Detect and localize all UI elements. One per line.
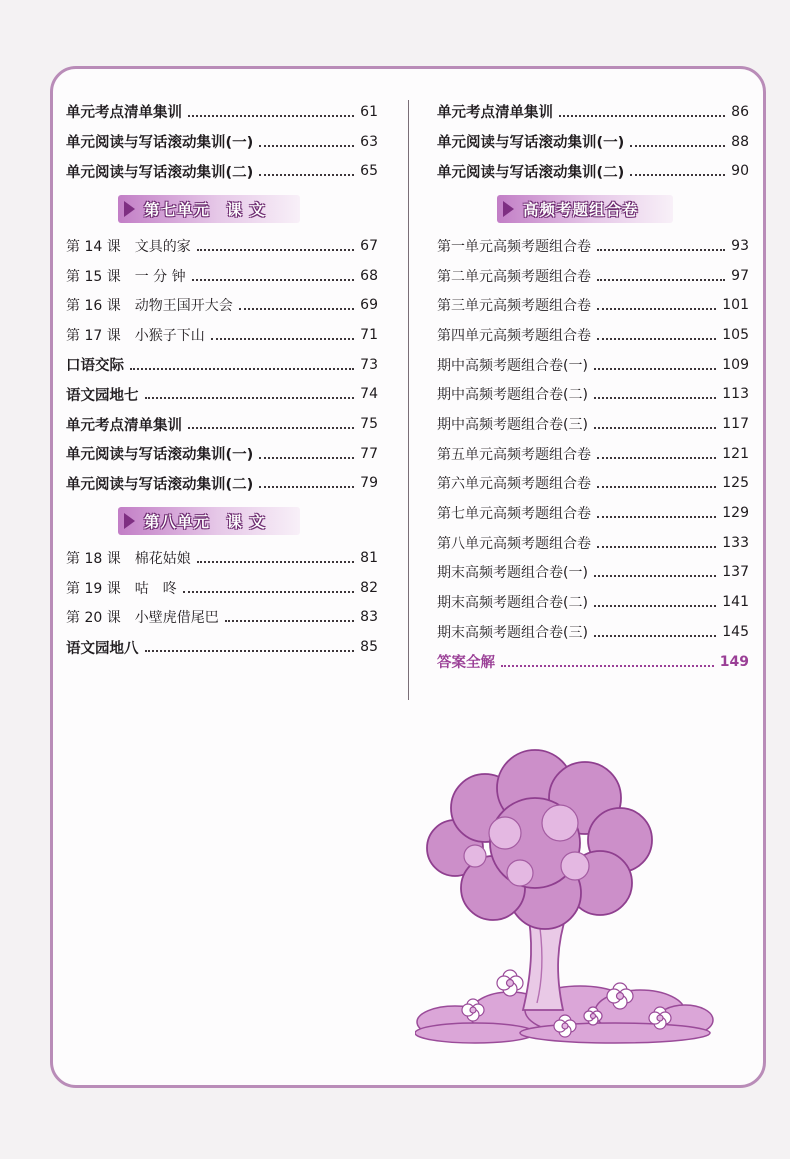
chevron-right-icon xyxy=(503,201,514,217)
toc-entry[interactable] xyxy=(66,439,378,469)
toc-entry[interactable] xyxy=(66,127,378,157)
toc-entry[interactable] xyxy=(437,409,749,439)
dot-leader xyxy=(597,546,716,548)
toc-entry-title: 第 14 课 文具的家 xyxy=(66,238,191,255)
dot-leader xyxy=(597,338,716,340)
toc-entry[interactable] xyxy=(437,156,749,186)
toc-entry-page: 85 xyxy=(360,639,378,656)
dot-leader xyxy=(597,457,716,459)
toc-entry-title: 单元阅读与写话滚动集训(一) xyxy=(437,135,625,152)
dot-leader xyxy=(192,279,355,281)
section-banner xyxy=(66,498,378,543)
toc-entry-title: 第三单元高频考题组合卷 xyxy=(437,298,591,315)
dot-leader xyxy=(597,486,716,488)
toc-entry[interactable] xyxy=(66,573,378,603)
column-divider xyxy=(408,100,409,700)
dot-leader xyxy=(597,279,725,281)
toc-entry-title: 第 20 课 小壁虎借尾巴 xyxy=(66,610,219,627)
toc-entry-title: 单元阅读与写话滚动集训(二) xyxy=(66,476,254,493)
toc-entry-title: 第 16 课 动物王国开大会 xyxy=(66,298,233,315)
dot-leader xyxy=(259,174,354,176)
section-banner-box xyxy=(118,507,300,535)
dot-leader xyxy=(597,308,716,310)
toc-entry-page: 79 xyxy=(360,475,378,492)
toc-entry[interactable] xyxy=(437,528,749,558)
toc-entry-page: 129 xyxy=(722,505,749,522)
dot-leader xyxy=(630,145,725,147)
toc-entry[interactable] xyxy=(66,320,378,350)
toc-left-column xyxy=(66,97,378,662)
toc-entry-title: 期中高频考题组合卷(三) xyxy=(437,417,588,434)
dot-leader xyxy=(130,368,354,370)
toc-entry[interactable] xyxy=(66,469,378,499)
section-banner xyxy=(66,186,378,231)
toc-entry-page: 133 xyxy=(722,534,749,551)
dot-leader xyxy=(145,397,355,399)
dot-leader xyxy=(594,368,716,370)
toc-entry-page: 121 xyxy=(722,445,749,462)
toc-entry-page: 149 xyxy=(719,653,749,670)
dot-leader xyxy=(594,605,716,607)
toc-entry[interactable] xyxy=(437,97,749,127)
toc-entry[interactable] xyxy=(437,587,749,617)
toc-entry-page: 75 xyxy=(360,416,378,433)
section-banner-title: 高频考题组合卷 xyxy=(523,200,639,219)
toc-entry[interactable] xyxy=(437,439,749,469)
dot-leader xyxy=(594,397,716,399)
toc-entry-page: 65 xyxy=(360,163,378,180)
dot-leader xyxy=(188,115,354,117)
dot-leader xyxy=(211,338,354,340)
toc-entry-page: 63 xyxy=(360,133,378,150)
section-banner xyxy=(437,186,749,231)
toc-entry[interactable] xyxy=(66,231,378,261)
dot-leader xyxy=(630,174,725,176)
toc-entry-page: 105 xyxy=(722,326,749,343)
toc-entry[interactable] xyxy=(437,290,749,320)
toc-entry-page: 68 xyxy=(360,267,378,284)
toc-entry-page: 71 xyxy=(360,326,378,343)
toc-entry[interactable] xyxy=(66,543,378,573)
toc-entry-page: 137 xyxy=(722,564,749,581)
toc-entry-page: 117 xyxy=(722,416,749,433)
toc-entry[interactable] xyxy=(66,261,378,291)
toc-entry-page: 69 xyxy=(360,297,378,314)
dot-leader xyxy=(259,457,354,459)
toc-entry-title: 第 18 课 棉花姑娘 xyxy=(66,551,191,568)
toc-entry-page: 101 xyxy=(722,297,749,314)
toc-entry[interactable] xyxy=(437,127,749,157)
dot-leader xyxy=(501,665,714,667)
toc-entry[interactable] xyxy=(437,261,749,291)
toc-entry-page: 125 xyxy=(722,475,749,492)
toc-entry-title: 口语交际 xyxy=(66,358,124,375)
toc-entry-page: 73 xyxy=(360,356,378,373)
toc-entry-title: 期中高频考题组合卷(二) xyxy=(437,387,588,404)
dot-leader xyxy=(188,427,354,429)
dot-leader xyxy=(183,591,354,593)
toc-entry-page: 109 xyxy=(722,356,749,373)
toc-entry[interactable] xyxy=(437,558,749,588)
toc-entry-title: 期末高频考题组合卷(一) xyxy=(437,565,588,582)
toc-entry-title: 单元阅读与写话滚动集训(一) xyxy=(66,447,254,464)
toc-entry-page: 97 xyxy=(731,267,749,284)
toc-entry-title: 第五单元高频考题组合卷 xyxy=(437,446,591,463)
toc-entry[interactable] xyxy=(66,380,378,410)
toc-entry-page: 113 xyxy=(722,386,749,403)
toc-entry-page: 86 xyxy=(731,103,749,120)
toc-entry-title: 单元阅读与写话滚动集训(二) xyxy=(437,164,625,181)
toc-entry-title: 期末高频考题组合卷(二) xyxy=(437,595,588,612)
toc-entry[interactable] xyxy=(66,290,378,320)
toc-entry-page: 145 xyxy=(722,623,749,640)
toc-entry-title: 第八单元高频考题组合卷 xyxy=(437,535,591,552)
dot-leader xyxy=(225,620,354,622)
toc-entry[interactable] xyxy=(66,156,378,186)
toc-entry[interactable] xyxy=(437,350,749,380)
dot-leader xyxy=(259,486,354,488)
toc-entry-page: 88 xyxy=(731,133,749,150)
toc-answer-entry[interactable] xyxy=(437,647,749,677)
chevron-right-icon xyxy=(124,513,135,529)
toc-entry[interactable] xyxy=(66,603,378,633)
section-banner-title: 第八单元 课 文 xyxy=(144,512,266,531)
section-banner-title: 第七单元 课 文 xyxy=(144,200,266,219)
toc-entry-title: 语文园地七 xyxy=(66,387,139,404)
toc-entry[interactable] xyxy=(66,409,378,439)
toc-entry-page: 90 xyxy=(731,163,749,180)
toc-entry-title: 第 15 课 一 分 钟 xyxy=(66,268,186,285)
pink-tree-illustration-icon xyxy=(415,748,715,1048)
toc-entry-title: 单元考点清单集训 xyxy=(66,105,182,122)
toc-entry-title: 第七单元高频考题组合卷 xyxy=(437,506,591,523)
toc-entry-page: 67 xyxy=(360,237,378,254)
toc-entry-title: 第 19 课 咕 咚 xyxy=(66,580,177,597)
toc-entry-page: 77 xyxy=(360,445,378,462)
dot-leader xyxy=(597,249,725,251)
toc-entry[interactable] xyxy=(437,231,749,261)
toc-right-column xyxy=(437,97,749,676)
toc-entry[interactable] xyxy=(66,97,378,127)
toc-entry-title: 单元阅读与写话滚动集训(二) xyxy=(66,164,254,181)
chevron-right-icon xyxy=(124,201,135,217)
dot-leader xyxy=(197,249,354,251)
section-banner-box xyxy=(118,195,300,223)
toc-entry[interactable] xyxy=(437,380,749,410)
toc-entry-title: 第一单元高频考题组合卷 xyxy=(437,238,591,255)
toc-entry-page: 93 xyxy=(731,237,749,254)
toc-entry-title: 第二单元高频考题组合卷 xyxy=(437,268,591,285)
dot-leader xyxy=(594,635,716,637)
dot-leader xyxy=(597,516,716,518)
dot-leader xyxy=(559,115,725,117)
toc-entry-title: 语文园地八 xyxy=(66,640,139,657)
toc-entry[interactable] xyxy=(437,320,749,350)
toc-entry-title: 第四单元高频考题组合卷 xyxy=(437,327,591,344)
toc-entry-title: 第六单元高频考题组合卷 xyxy=(437,476,591,493)
toc-entry-page: 83 xyxy=(360,609,378,626)
toc-entry[interactable] xyxy=(437,469,749,499)
toc-entry-page: 82 xyxy=(360,579,378,596)
toc-entry-title: 期中高频考题组合卷(一) xyxy=(437,357,588,374)
toc-entry-page: 61 xyxy=(360,103,378,120)
dot-leader xyxy=(197,561,354,563)
toc-entry-page: 74 xyxy=(360,386,378,403)
toc-entry-title: 单元考点清单集训 xyxy=(437,105,553,122)
toc-entry-page: 81 xyxy=(360,550,378,567)
toc-entry-page: 141 xyxy=(722,594,749,611)
toc-entry-title: 第 17 课 小猴子下山 xyxy=(66,327,205,344)
dot-leader xyxy=(594,575,716,577)
dot-leader xyxy=(239,308,354,310)
toc-entry-title: 单元考点清单集训 xyxy=(66,417,182,434)
toc-entry-title: 单元阅读与写话滚动集训(一) xyxy=(66,135,254,152)
section-banner-box xyxy=(497,195,673,223)
toc-entry[interactable] xyxy=(66,350,378,380)
toc-entry-title: 期末高频考题组合卷(三) xyxy=(437,624,588,641)
toc-entry[interactable] xyxy=(437,617,749,647)
dot-leader xyxy=(145,650,355,652)
toc-entry[interactable] xyxy=(66,632,378,662)
toc-entry-title: 答案全解 xyxy=(437,655,495,672)
dot-leader xyxy=(594,427,716,429)
dot-leader xyxy=(259,145,354,147)
toc-entry[interactable] xyxy=(437,498,749,528)
